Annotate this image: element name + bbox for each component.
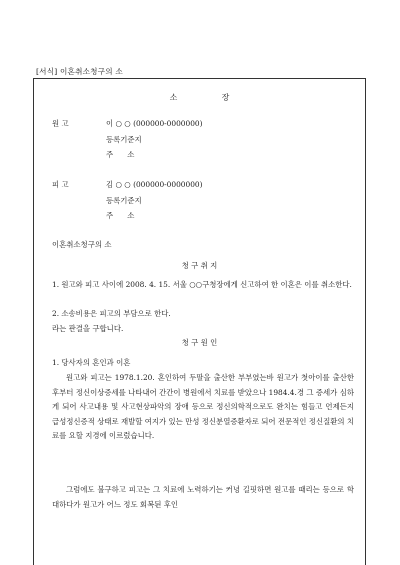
case-name: 이혼취소청구의 소 (52, 240, 112, 249)
cause-paragraph-2: 그럼에도 불구하고 피고는 그 치료에 노력하기는 커녕 길핏하면 원고를 때리는 등으로 학대하다가 원고가 어느 정도 회복된 후인 (52, 485, 354, 509)
cause-heading: 청 구 원 인 (181, 338, 218, 347)
plaintiff-address: 주 소 (106, 150, 135, 159)
plaintiff-role: 원 고 (52, 119, 69, 128)
cause-paragraph-1: 원고와 피고는 1978.1.20. 혼인하여 두딸을 출산한 부부였는바 원고가 첫아이를 출산한 후부터 정신이상증세를 나타내어 간간이 병원에서 치료를 받았으나 1984.4.경 그 증세가 심하게 되어 사고내용 및 사고현상파악의 장애 등으로 정신의학적으로도 완치는 힘들고 언제든지 급성정신증적 상태로 재발할 여지가 있는 만성 정신분열증환자로 되어 전문적인 정신질환의 치료를 요할 지경에 이르렀습니다. (52, 373, 354, 440)
defendant-registry: 등록기준지 (106, 196, 142, 205)
defendant-role: 피 고 (52, 180, 69, 189)
plaintiff-registry: 등록기준지 (106, 135, 142, 144)
plaintiff-name: 이 ○ ○ (000000-0000000) (106, 119, 203, 128)
complaint-document (33, 78, 366, 565)
claim-heading: 청 구 취 지 (181, 261, 218, 270)
document-title: 소 장 (169, 93, 251, 102)
cause-section-heading: 1. 당사자의 혼인과 이혼 (52, 358, 131, 367)
claim-closing: 라는 판결을 구합니다. (52, 324, 124, 333)
defendant-address: 주 소 (106, 211, 135, 220)
form-label: [서식] 이혼취소청구의 소 (36, 67, 123, 76)
defendant-name: 김 ○ ○ (000000-0000000) (106, 180, 203, 189)
claim-item-2: 2. 소송비용은 피고의 부담으로 한다. (52, 309, 171, 318)
claim-item-1: 1. 원고와 피고 사이에 2008. 4. 15. 서울 ○○구청장에게 신고하여 한 이혼은 이를 취소한다. (52, 280, 352, 289)
